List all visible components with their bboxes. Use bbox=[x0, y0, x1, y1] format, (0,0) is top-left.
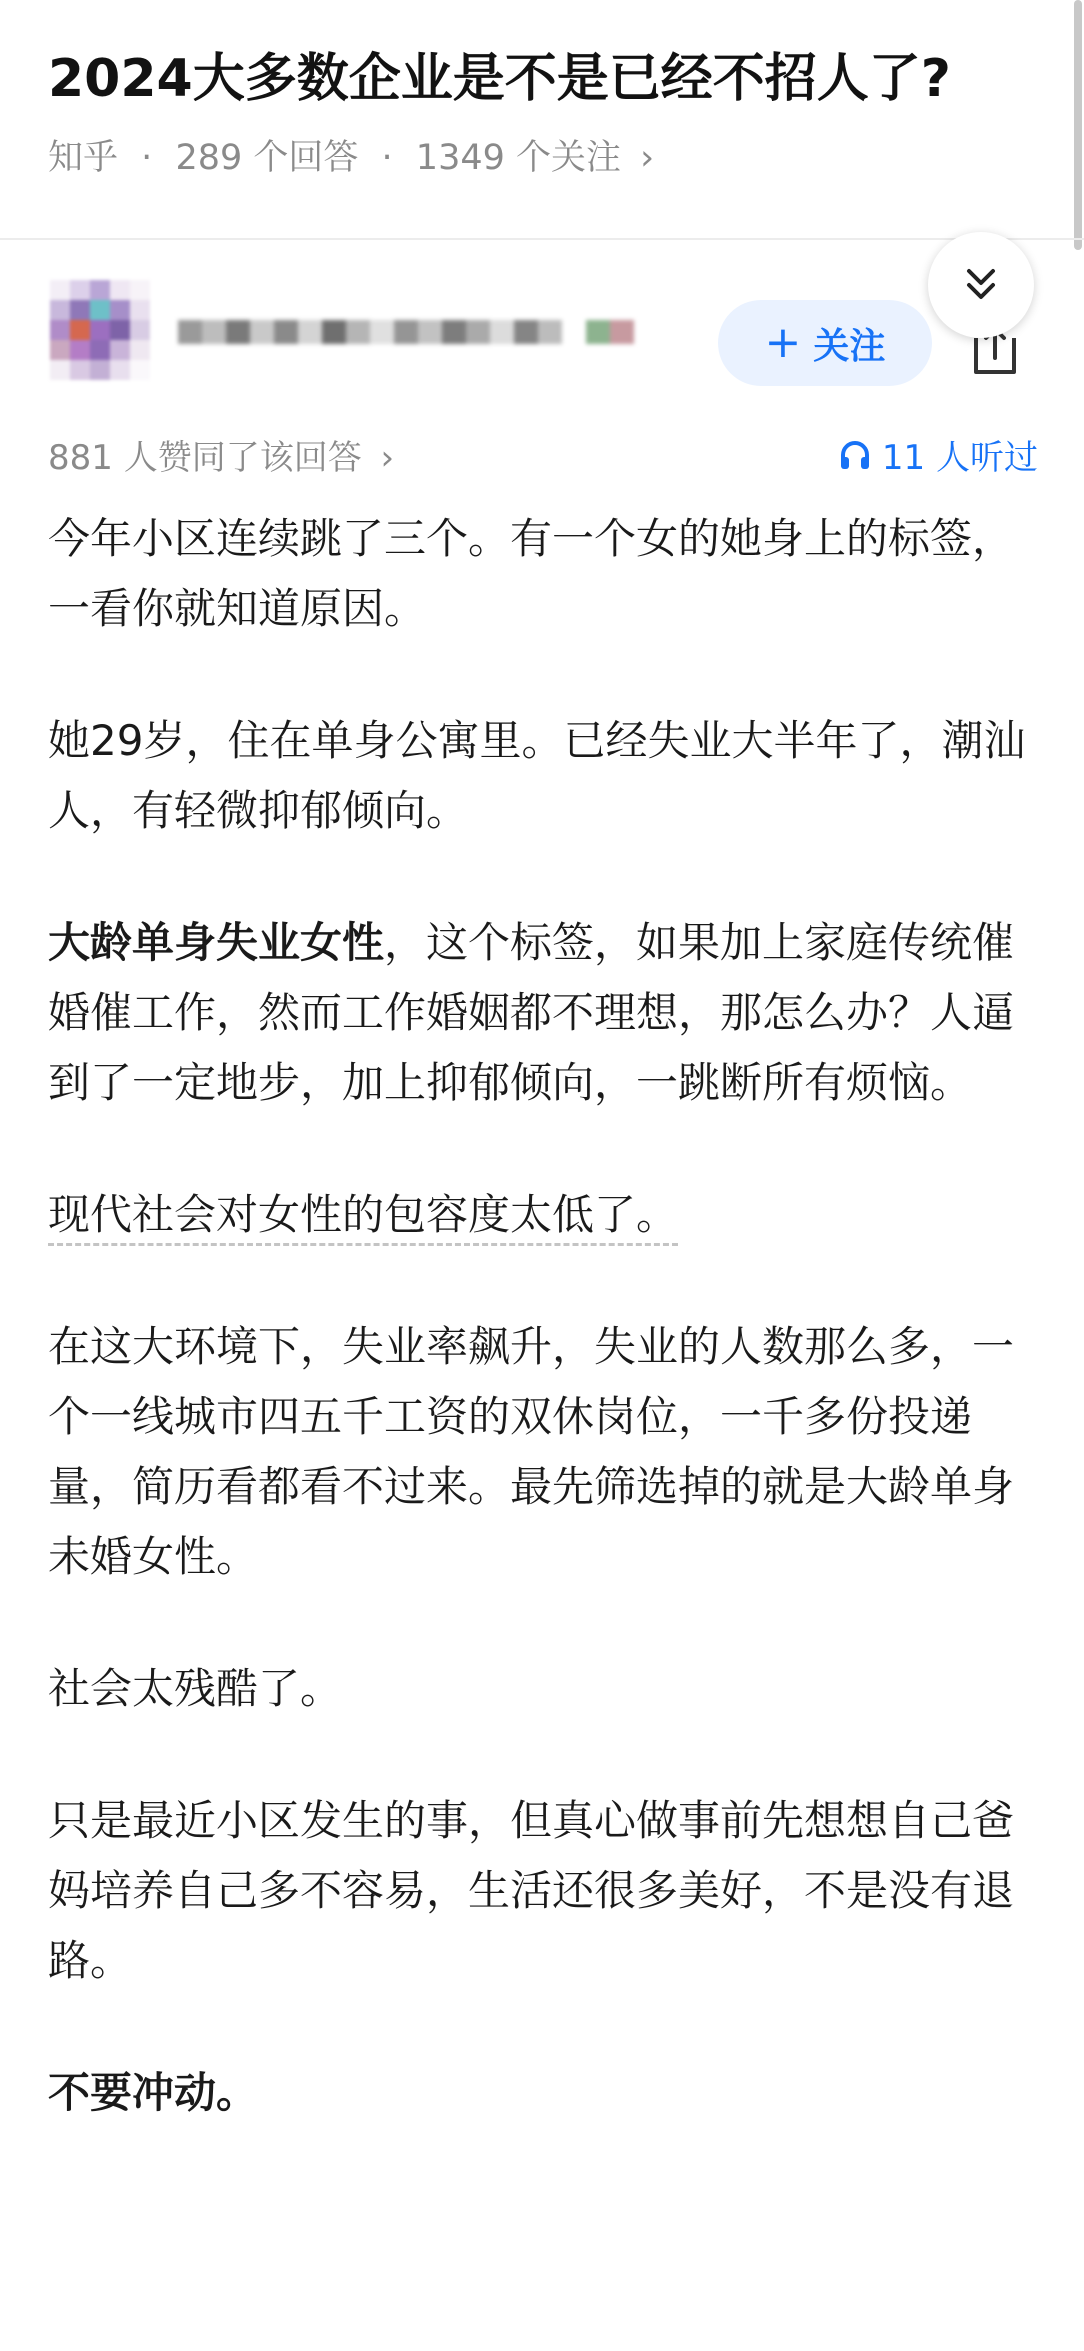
chevron-right-icon: › bbox=[640, 138, 655, 178]
paragraph: 在这大环境下，失业率飙升，失业的人数那么多，一个一线城市四五千工资的双休岗位，一千多份投递量，简历看都看不过来。最先筛选掉的就是大龄单身未婚女性。 bbox=[48, 1322, 1015, 1581]
likes-text: 881 人赞同了该回答 bbox=[48, 438, 362, 478]
paragraph: 只是最近小区发生的事，但真心做事前先想想自己爸妈培养自己多不容易，生活还很多美好，不是没有退路。 bbox=[48, 1796, 1015, 1985]
paragraph: 她29岁，住在单身公寓里。已经失业大半年了，潮汕人，有轻微抑郁倾向。 bbox=[48, 716, 1026, 835]
stats-row bbox=[48, 430, 1038, 480]
follow-label: 关注 bbox=[813, 325, 886, 367]
likes-count[interactable] bbox=[48, 430, 394, 479]
source-label: 知乎 bbox=[48, 138, 119, 178]
listen-text: 11 人听过 bbox=[881, 438, 1038, 478]
question-meta[interactable] bbox=[48, 134, 654, 182]
author-name[interactable] bbox=[178, 320, 634, 344]
bold-phrase: 大龄单身失业女性 bbox=[48, 918, 385, 967]
headphone-icon bbox=[838, 438, 872, 472]
follow-button[interactable] bbox=[718, 300, 932, 386]
meta-separator: · bbox=[141, 138, 153, 178]
question-title[interactable]: 2024大多数企业是不是已经不招人了? bbox=[48, 49, 951, 109]
highlighted-sentence[interactable]: 现代社会对女性的包容度太低了。 bbox=[48, 1190, 678, 1246]
plus-icon: + bbox=[764, 317, 802, 368]
avatar[interactable] bbox=[50, 280, 150, 380]
header-divider bbox=[0, 238, 1084, 240]
paragraph-text: ，这个标签，如果加上家庭传统催婚催工作，然而工作婚姻都不理想，那怎么办？人逼到了一定地步，加上抑郁倾向，一跳断所有烦恼。 bbox=[48, 918, 1015, 1107]
answer-content bbox=[48, 504, 1038, 2190]
paragraph: 社会太残酷了。 bbox=[48, 1664, 343, 1713]
paragraph bbox=[48, 1180, 1038, 1250]
collapse-button[interactable] bbox=[928, 232, 1034, 338]
question-header bbox=[0, 0, 1084, 238]
collapse-double-chevron-icon bbox=[961, 265, 1001, 305]
listen-count[interactable] bbox=[838, 430, 1038, 479]
paragraph bbox=[48, 908, 1038, 1118]
follower-count: 1349 个关注 bbox=[415, 138, 621, 178]
author-row bbox=[0, 270, 1084, 400]
meta-separator: · bbox=[381, 138, 393, 178]
paragraph: 不要冲动。 bbox=[48, 2068, 259, 2117]
paragraph: 今年小区连续跳了三个。有一个女的她身上的标签，一看你就知道原因。 bbox=[48, 514, 1015, 633]
answer-count: 289 个回答 bbox=[175, 138, 359, 178]
chevron-right-icon: › bbox=[380, 438, 395, 478]
